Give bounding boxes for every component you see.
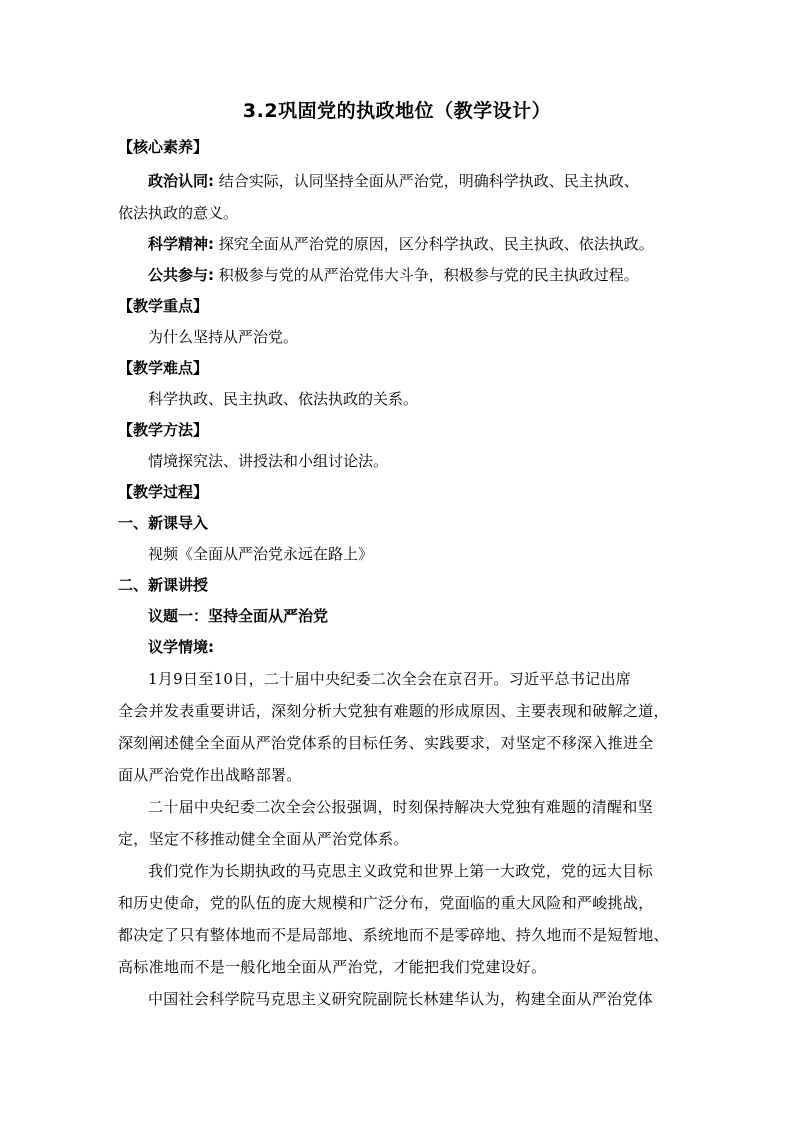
heading-key-point: 【教学重点】: [118, 297, 209, 315]
paragraph-2-line-1: 二十届中央纪委二次全会公报强调，时刻保持解决大党独有难题的清醒和坚: [148, 798, 653, 816]
political-identity-label: 政治认同:: [148, 172, 214, 190]
key-point-text: 为什么坚持从严治党。: [148, 328, 299, 346]
paragraph-1-line-2: 全会并发表重要讲话，深刻分析大党独有难题的形成原因、主要表现和破解之道，: [118, 702, 669, 720]
paragraph-4-line-1: 中国社会科学院马克思主义研究院副院长林建华认为，构建全面从严治党体: [148, 990, 653, 1008]
heading-process: 【教学过程】: [118, 483, 209, 501]
topic-one: 议题一：坚持全面从严治党: [148, 607, 329, 625]
paragraph-2-line-2: 定，坚定不移推动健全全面从严治党体系。: [118, 830, 409, 848]
scientific-spirit-text: 探究全面从严治党的原因，区分科学执政、民主执政、依法执政。: [218, 235, 654, 253]
political-identity-text-cont: 依法执政的意义。: [118, 204, 239, 222]
heading-core-literacy: 【核心素养】: [118, 138, 209, 156]
paragraph-1-line-3: 深刻阐述健全全面从严治党体系的目标任务、实践要求，对坚定不移深入推进全: [118, 734, 654, 752]
public-participation-label: 公共参与:: [148, 266, 214, 284]
paragraph-1-line-4: 面从严治党作出战略部署。: [118, 766, 302, 784]
paragraph-3-line-4: 高标准地而不是一般化地全面从严治党，才能把我们党建设好。: [118, 958, 547, 976]
political-identity-text: 结合实际，认同坚持全面从严治党，明确科学执政、民主执政、: [218, 172, 639, 190]
method-text: 情境探究法、讲授法和小组讨论法。: [148, 452, 389, 470]
paragraph-3-line-3: 都决定了只有整体地而不是局部地、系统地而不是零碎地、持久地而不是短暂地、: [118, 926, 669, 944]
video-text: 视频《全面从严治党永远在路上》: [148, 545, 374, 563]
heading-difficulty: 【教学难点】: [118, 359, 209, 377]
public-participation-text: 积极参与党的从严治党伟大斗争，积极参与党的民主执政过程。: [218, 266, 639, 284]
heading-method: 【教学方法】: [118, 421, 209, 439]
paragraph-3-line-1: 我们党作为长期执政的马克思主义政党和世界上第一大政党，党的远大目标: [148, 862, 653, 880]
political-identity-line: [148, 170, 639, 192]
section-new-lesson-intro: 一、新课导入: [118, 514, 209, 532]
difficulty-text: 科学执政、民主执政、依法执政的关系。: [148, 390, 419, 408]
public-participation-line: [148, 264, 639, 286]
paragraph-3-line-2: 和历史使命，党的队伍的庞大规模和广泛分布，党面临的重大风险和严峻挑战，: [118, 894, 654, 912]
context-label: 议学情境:: [148, 638, 214, 656]
section-new-lesson-teaching: 二、新课讲授: [118, 576, 209, 594]
paragraph-1-line-1: 1月9日至10日，二十届中央纪委二次全会在京召开。习近平总书记出席: [148, 670, 632, 688]
scientific-spirit-line: [148, 233, 654, 255]
document-title: 3.2巩固党的执政地位（教学设计）: [242, 100, 552, 122]
scientific-spirit-label: 科学精神:: [148, 235, 214, 253]
